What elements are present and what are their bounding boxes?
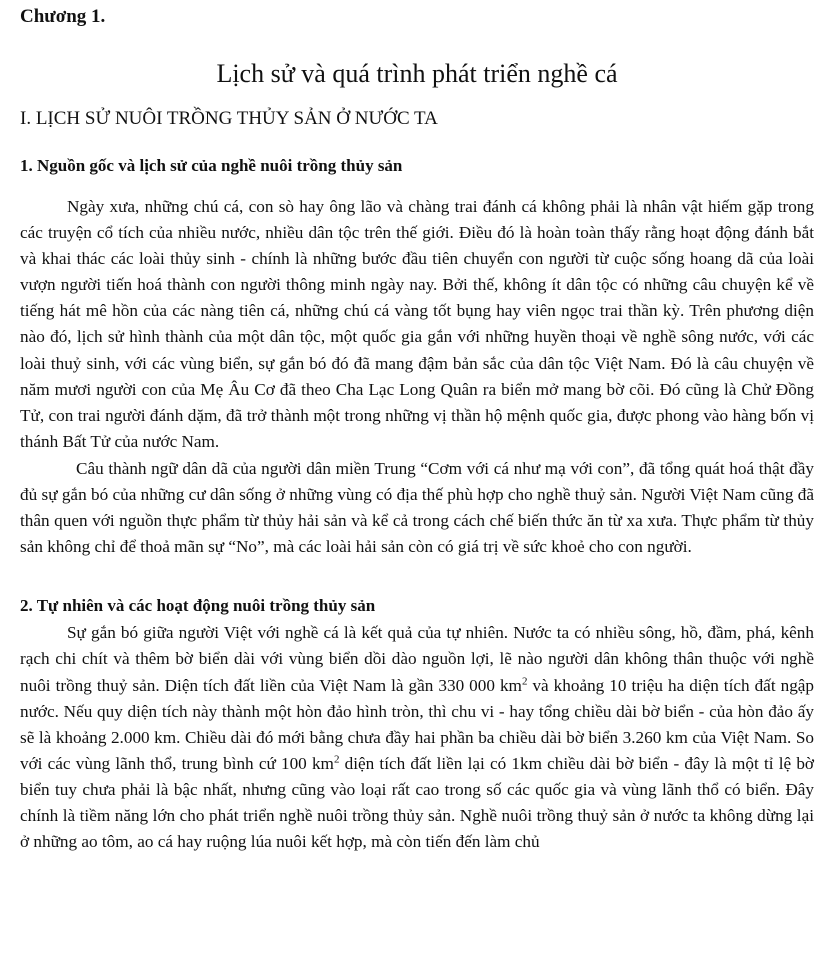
paragraph-nature-text-a: Sự gắn bó giữa người Việt với nghề cá là kết quả của tự nhiên. Nước ta có nhiều sông, hồ, đầm, phá, kênh rạch chi chít và thêm bờ biển dài với vùng biển dồi dào nguồn lợi, lẽ nào người dân không thân thuộc với nghề nuôi trồng thuỷ sản. Diện tích đất liền của Việt Nam là gần 330 000 km	[20, 623, 814, 695]
section-heading: I. LỊCH SỬ NUÔI TRỒNG THỦY SẢN Ở NƯỚC TA	[20, 108, 438, 129]
page-title: Lịch sử và quá trình phát triển nghề cá	[216, 59, 618, 88]
superscript-square: 2	[521, 674, 528, 687]
paragraph-nature-text-c: diện tích đất liền lại có 1km chiều dài bờ biển - đây là một tỉ lệ bờ biển tuy chưa phải là bậc nhất, nhưng cũng vào loại rất cao trong số các quốc gia và vùng lãnh thổ có biển. Đây chính là tiềm năng lớn cho phát triển nghề nuôi trồng thủy sản. Nghề nuôi trồng thuỷ sản ở nước ta không dừng lại ở những ao tôm, ao cá hay ruộng lúa nuôi kết hợp, mà còn tiến đến làm chủ	[20, 753, 814, 852]
paragraph-nature-text-b: và khoảng 10 triệu ha diện tích đất ngập nước. Nếu quy diện tích này thành một hòn đảo hình tròn, thì chu vi - hay tổng chiều dài bờ biển - của hòn đảo ấy sẽ là khoảng 2.000 km. Chiều dài đó mới bằng chưa đầy hai phần ba chiều dài bờ biển 3.260 km của Việt Nam. So với các vùng lãnh thổ, trung bình cứ 100 km	[20, 675, 815, 773]
superscript-square: 2	[333, 753, 340, 766]
subsection-heading-nature: 2. Tự nhiên và các hoạt động nuôi trồng thủy sản	[20, 596, 376, 616]
paragraph-origin-history: Ngày xưa, những chú cá, con sò hay ông lão và chàng trai đánh cá không phải là nhân vật hiếm gặp trong các truyện cổ tích của nhiều nước, nhiều dân tộc trên thế giới. Điều đó là hoàn toàn thấy rằng hoạt động đánh bắt và khai thác các loài thủy sinh - chính là những bước đầu tiên chuyển con người từ cuộc sống hoang dã của loài vượn người tiến hoá thành con người thông minh ngày nay. Bởi thế, không ít dân tộc có những câu chuyện kể về tiếng hát mê hồn của các nàng tiên cá, những chú cá vàng tốt bụng hay viên ngọc trai thần kỳ. Trên phương diện nào đó, lịch sử hình thành của một dân tộc, một quốc gia gắn với những huyền thoại về nghề sông nước, với các loài thuỷ sinh, với các vùng biển, sự gắn bó đó đã mang đậm bản sắc của dân tộc Việt Nam. Đó là câu chuyện về năm mươi người con của Mẹ Âu Cơ đã theo Cha Lạc Long Quân ra biển mở mang bờ cõi. Đó cũng là Chử Đồng Tử, con trai người đánh dặm, đã trở thành một trong những vị thần hộ mệnh quốc gia, được phong vào hàng bốn vị thánh Bất Tử của nước Nam.	[20, 197, 814, 451]
subsection-heading-origin: 1. Nguồn gốc và lịch sử của nghề nuôi trồng thủy sản	[20, 156, 403, 175]
paragraph-proverb: Câu thành ngữ dân dã của người dân miền Trung “Cơm với cá như mạ với con”, đã tổng quát hoá thật đầy đủ sự gắn bó của những cư dân sống ở những vùng có địa thế phù hợp cho nghề thuỷ sản. Người Việt Nam cũng đã thân quen với nguồn thực phẩm từ thủy hải sản và kể cả trong cách chế biến thức ăn từ xa xưa. Thực phẩm từ thủy sản không chỉ để thoả mãn sự “No”, mà các loài hải sản còn có giá trị về sức khoẻ cho con người.	[20, 458, 814, 557]
paragraph-nature	[20, 620, 814, 855]
document-page	[20, 0, 814, 855]
chapter-label: Chương 1.	[20, 6, 106, 27]
